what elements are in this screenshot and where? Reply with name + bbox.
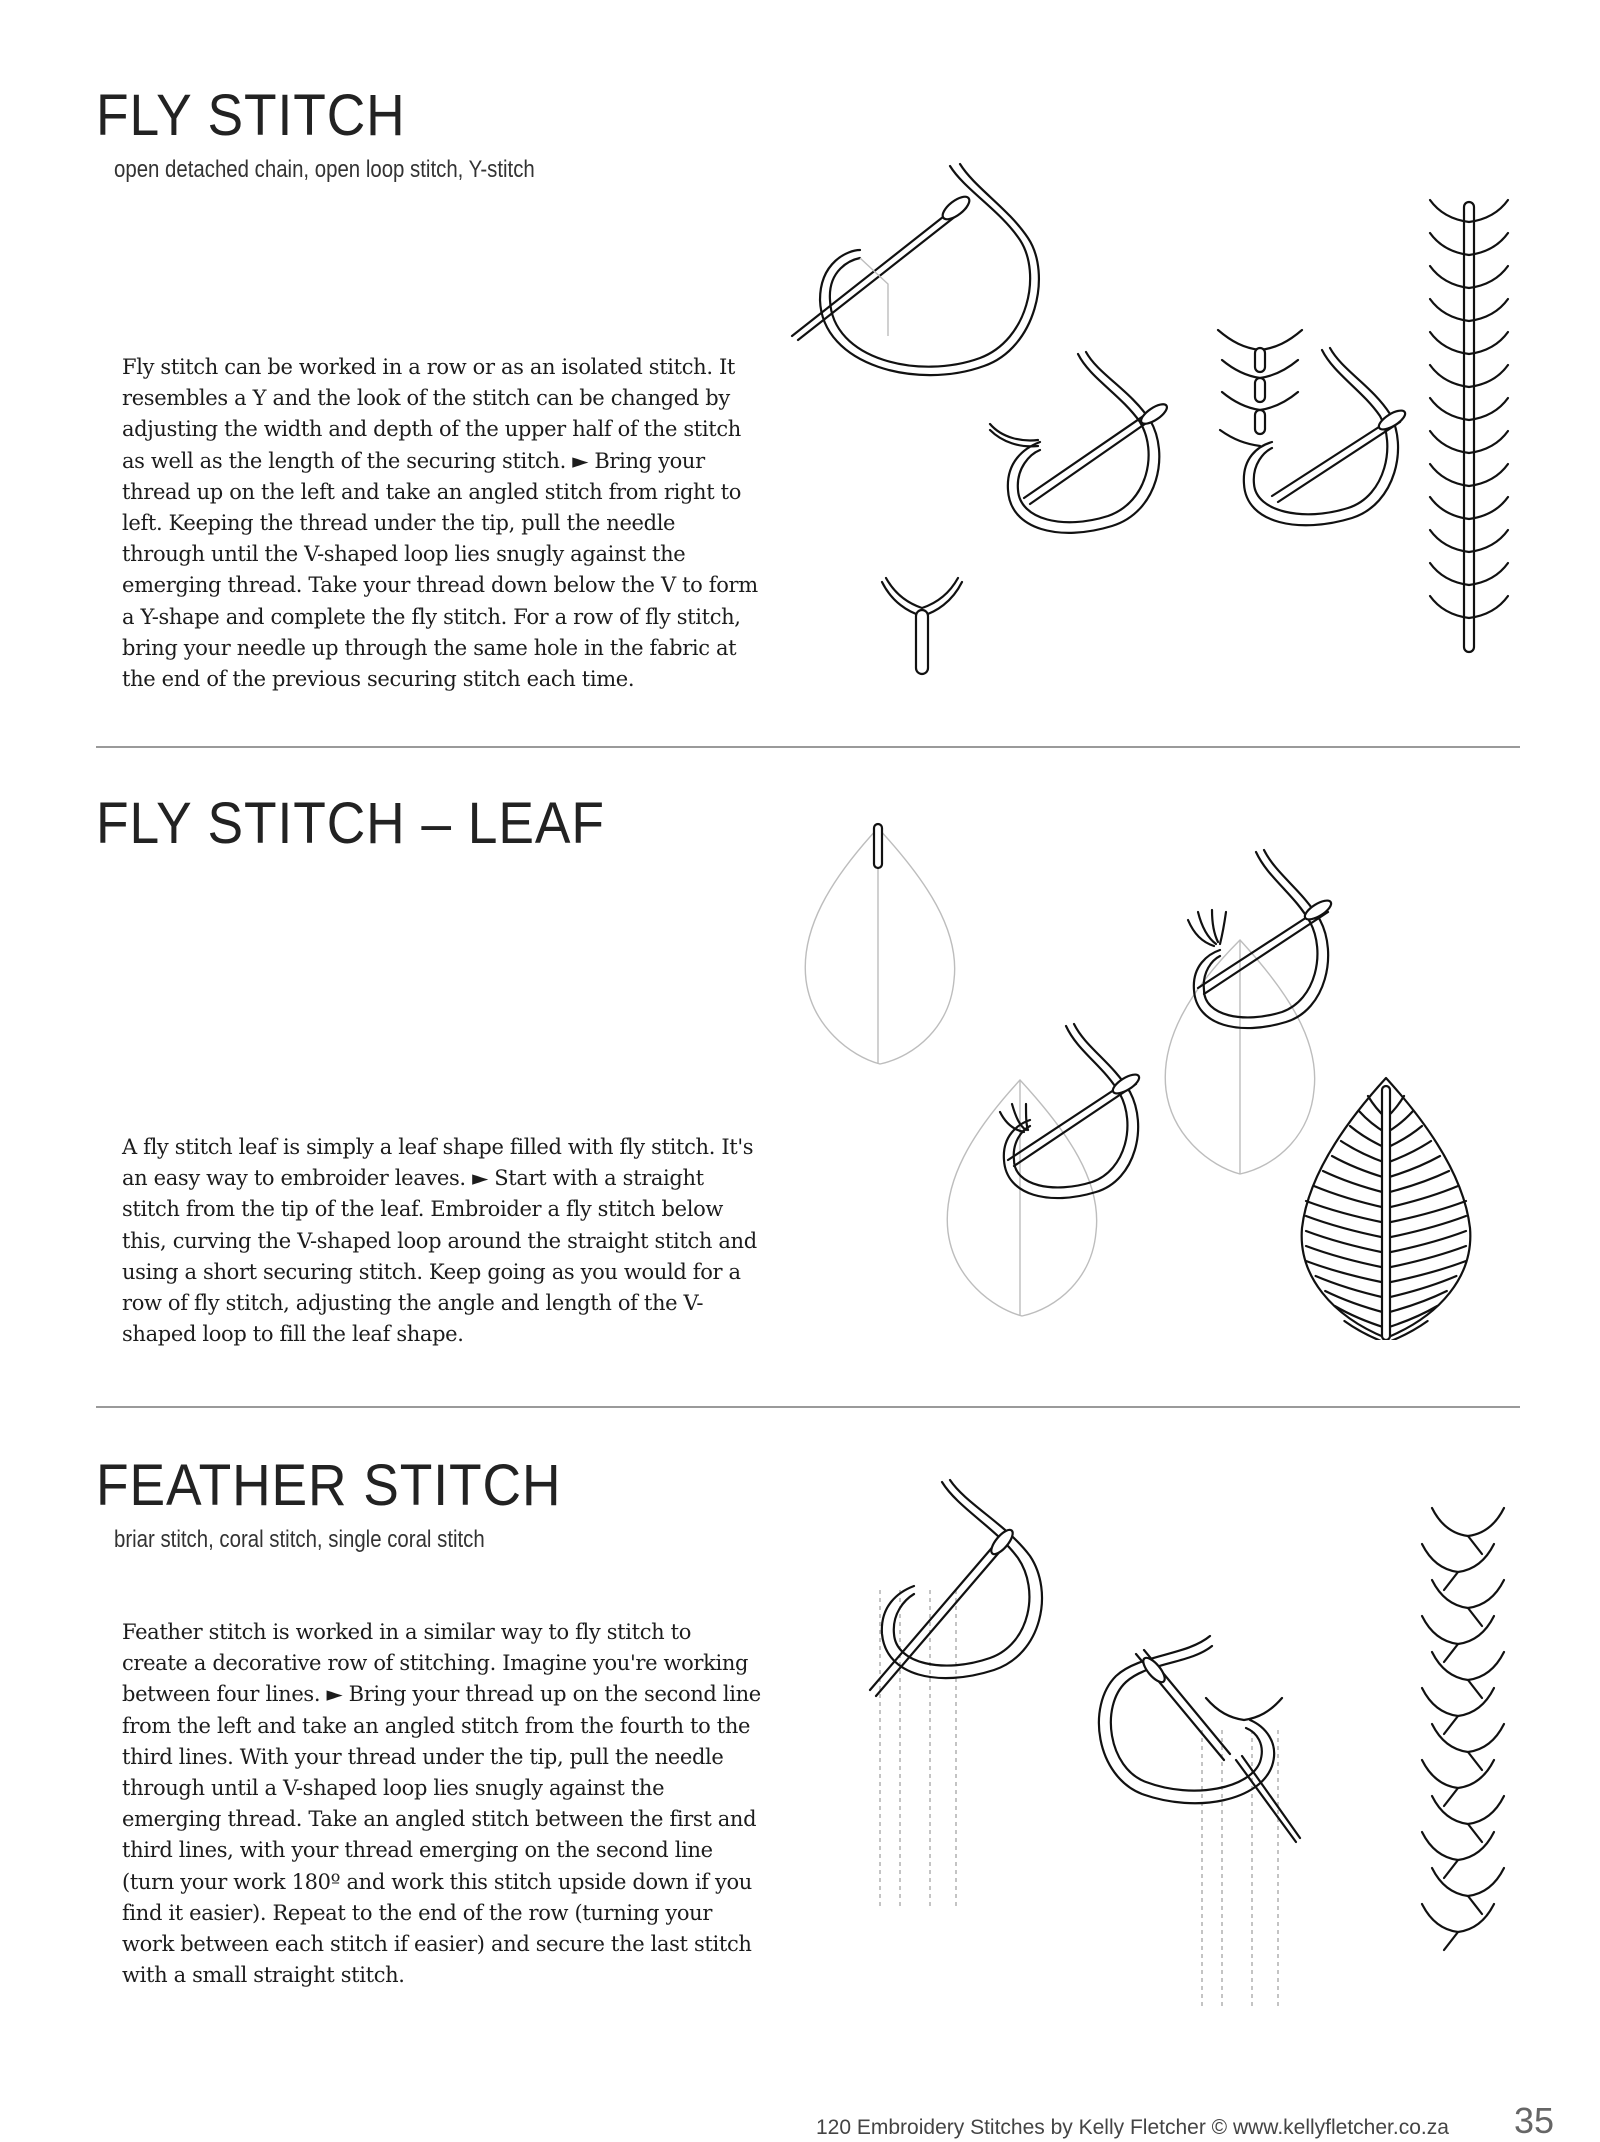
page-number: 35 bbox=[1514, 2100, 1555, 2141]
section-title-fly-stitch-leaf: FLY STITCH – LEAF bbox=[96, 791, 605, 856]
feather-guide-lines-1 bbox=[880, 1590, 956, 1910]
section-title-fly-stitch: FLY STITCH bbox=[96, 83, 406, 148]
feather-v bbox=[1422, 1760, 1494, 1788]
fly-step-1-needle-icon bbox=[792, 164, 1039, 375]
feather-v bbox=[1432, 1580, 1504, 1608]
feather-v bbox=[1422, 1688, 1494, 1716]
section-body-feather-stitch: Feather stitch is worked in a similar way to fly stitch to create a decorative row of stitching. Imagine you're working between four lines. ► Bring your thread up on the second line from the left and take an angled stitch from the fourth to the third lines. With your thread under the tip, pull the needle through until a V-shaped loop lies snugly against the emerging thread. Take an angled stitch between the first and third lines, with your thread emerging on the second line (turn your work 180º and work this stitch upside down if you find it easier). Repeat to the end of the row (turning your work between each stitch if easier) and secure the last stitch with a small straight stitch. bbox=[122, 1620, 761, 1988]
feather-link bbox=[1444, 1860, 1458, 1878]
feather-v bbox=[1432, 1724, 1504, 1752]
leaf-outline-step-1-icon bbox=[805, 824, 954, 1064]
feather-stitch-row-icon bbox=[1422, 1508, 1504, 1950]
feather-v bbox=[1432, 1796, 1504, 1824]
feather-link bbox=[1444, 1788, 1458, 1806]
feather-link bbox=[1468, 1896, 1482, 1914]
finished-fly-stitch-leaf-icon bbox=[1302, 1078, 1471, 1340]
section-title-feather-stitch: FEATHER STITCH bbox=[96, 1453, 562, 1518]
isolated-y-stitch-icon bbox=[882, 578, 962, 674]
feather-link bbox=[1444, 1644, 1458, 1662]
divider-2 bbox=[96, 1406, 1520, 1408]
feather-v bbox=[1422, 1832, 1494, 1860]
divider-1 bbox=[96, 746, 1520, 748]
feather-v bbox=[1422, 1616, 1494, 1644]
fly-row-in-progress-icon bbox=[1218, 330, 1408, 525]
feather-link bbox=[1468, 1608, 1482, 1626]
leaf-outline-step-2-icon bbox=[947, 1024, 1142, 1316]
feather-stitch-illustration bbox=[810, 1470, 1510, 2030]
leaf-outline-step-3-icon bbox=[1165, 850, 1334, 1174]
feather-link bbox=[1468, 1752, 1482, 1770]
feather-v bbox=[1422, 1544, 1494, 1572]
feather-v bbox=[1432, 1868, 1504, 1896]
feather-v bbox=[1422, 1904, 1494, 1932]
section-body-fly-stitch: Fly stitch can be worked in a row or as an isolated stitch. It resembles a Y and the look of the stitch can be changed by adjusting the width and depth of the upper half of the stitch as well as the length of the securing stitch. ► Bring your thread up on the left and take an angled stitch from right to left. Keeping the thread under the tip, pull the needle through until the V-shaped loop lies snugly against the emerging thread. Take your thread down below the V to form a Y-shape and complete the fly stitch. For a row of fly stitch, bring your needle up through the same hole in the fabric at the end of the previous securing stitch each time. bbox=[122, 355, 758, 692]
feather-link bbox=[1468, 1824, 1482, 1842]
fly-step-2-needle-icon bbox=[990, 352, 1170, 533]
fly-stitch-illustration bbox=[790, 150, 1530, 680]
section-subtitle-feather-stitch: briar stitch, coral stitch, single coral stitch bbox=[114, 1526, 485, 1553]
feather-step-2-needle-icon bbox=[1099, 1636, 1300, 1842]
feather-link bbox=[1444, 1932, 1458, 1950]
feather-v bbox=[1432, 1508, 1504, 1536]
section-subtitle-fly-stitch: open detached chain, open loop stitch, Y-stitch bbox=[114, 156, 535, 183]
feather-v bbox=[1432, 1652, 1504, 1680]
feather-guide-lines-2 bbox=[1202, 1730, 1278, 2010]
section-body-fly-stitch-leaf: A fly stitch leaf is simply a leaf shape filled with fly stitch. It's an easy way to embroider leaves. ► Start with a straight stitch from the tip of the leaf. Embroider a fly stitch below this, curving the V-shaped loop around the straight stitch and using a short securing stitch. Keep going as you would for a row of fly stitch, adjusting the angle and length of the V-shaped loop to fill the leaf shape. bbox=[122, 1135, 757, 1347]
feather-link bbox=[1468, 1536, 1482, 1554]
feather-link bbox=[1444, 1572, 1458, 1590]
fly-stitch-leaf-illustration bbox=[790, 820, 1530, 1340]
footer-credit: 120 Embroidery Stitches by Kelly Fletcher © www.kellyfletcher.co.za bbox=[816, 2116, 1449, 2139]
feather-link bbox=[1444, 1716, 1458, 1734]
feather-link bbox=[1468, 1680, 1482, 1698]
